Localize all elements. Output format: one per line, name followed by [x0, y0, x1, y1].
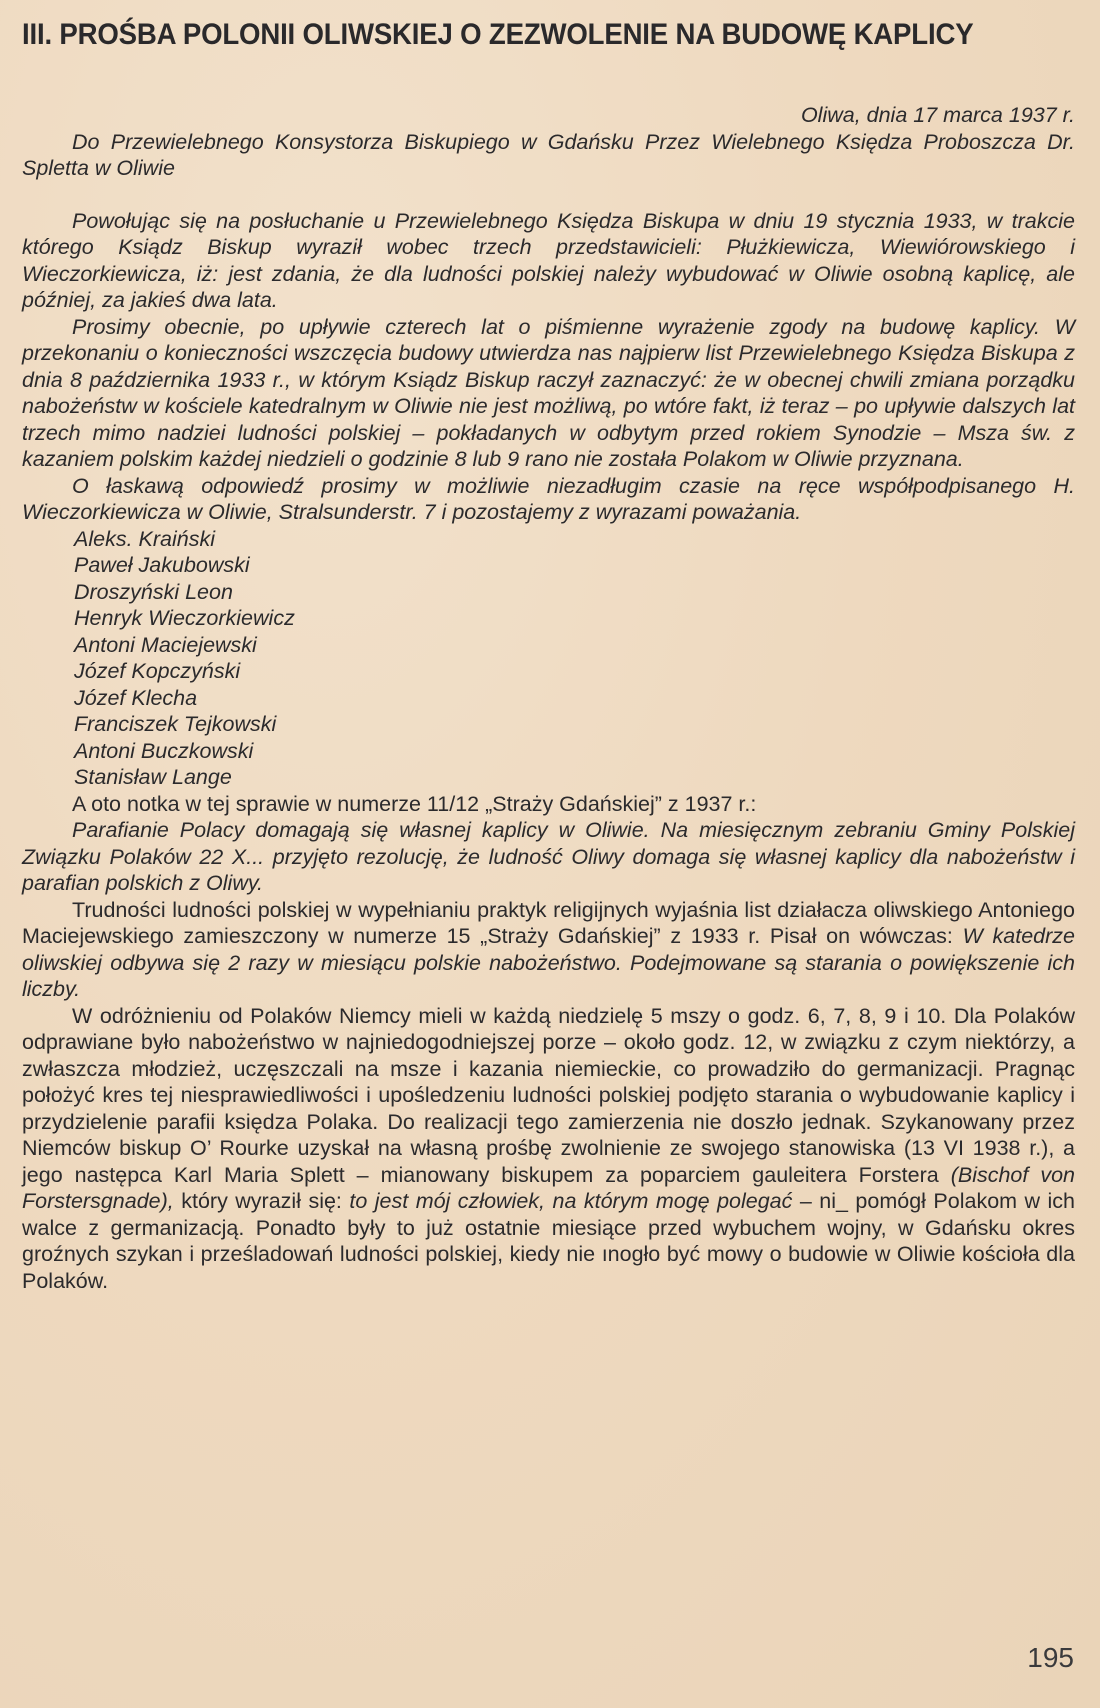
signatory: Stanisław Lange — [74, 765, 232, 789]
letter-date: Oliwa, dnia 17 marca 1937 r. — [800, 103, 1075, 127]
body-text: W odróżnieniu od Polaków Niemcy mieli w każdą niedzielę 5 mszy o godz. 6, 7, 8, 9 i 10. Dla Polaków odprawiane było nabożeństwo w najniedogodniejszej porze – około godz. 12, w związku z czym niektórzy, a zwłaszcza młodzież, uczęszczali na msze i kazania niemieckie, co prowadziło do germanizacji. Pragnąc położyć kres tej niesprawiedliwości i upośledzeniu ludności polskiej podjęto starania o wybudowanie kaplicy i przydzielenie parafii księdza Polaka. Do realizacji tego zamierzenia nie doszło jednak. Szykanowany przez Niemców biskup O’ Rourke uzyskał na własną prośbę zwolnienie ze swojego stanowiska (13 VI 1938 r.), a jego następca Karl Maria Splett – mianowany biskupem za poparciem gauleitera Forstera — [22, 1003, 1075, 1187]
signatory: Franciszek Tejkowski — [74, 712, 277, 736]
letter-paragraph: Powołując się na posłuchanie u Przewielebnego Księdza Biskupa w dniu 19 stycznia 1933, w trakcie którego Ksiądz Biskup wyraził wobec trzech przedstawicieli: Płużkiewicza, Wiewiórowskiego i Wieczorkiewicza, iż: jest zdania, że dla ludności polskiej należy wybudować w Oliwie osobną kaplicę, ale później, za jakieś dwa lata. — [22, 208, 1075, 312]
signatory: Droszyński Leon — [74, 579, 233, 604]
body-text: Trudności ludności polskiej w wypełnianiu praktyk religijnych wyjaśnia list działacza oliwskiego Antoniego Maciejewskiego zamieszczony w numerze 15 „Straży Gdańskiej” z 1933 r. Pisał on wówczas: — [22, 897, 1075, 948]
body-text: – ni_ pomógł Polakom w ich walce z germanizacją. Ponadto były to już ostatnie miesiące przed wybuchem wojny, w Gdańsku okres groźnych szykan i prześladowań ludności polskiej, kiedy nie ınogło być mowy o budowie w Oliwie kościoła dla Polaków. — [22, 1189, 1075, 1293]
signatory: Józef Kopczyński — [74, 659, 241, 683]
body-quote: to jest mój człowiek, na którym mogę polegać — [349, 1189, 793, 1213]
signatory: Henryk Wieczorkiewicz — [74, 606, 295, 630]
page-number: 195 — [1027, 1642, 1074, 1673]
signatory: Paweł Jakubowski — [74, 553, 250, 577]
body-paragraph — [22, 897, 1075, 1003]
letter-paragraph: Prosimy obecnie, po upływie czterech lat o piśmienne wyrażenie zgody na budowę kaplicy. W przekonaniu o konieczności wszczęcia budowy utwierdza nas najpierw list Przewielebnego Księdza Biskupa z dnia 8 października 1933 r., w którym Ksiądz Biskup raczył zaznaczyć: że w obecnej chwili zmiana porządku nabożeństw w kościele katedralnym w Oliwie nie jest możliwą, po wtóre fakt, iż teraz – po upływie dalszych lat trzech mimo nadziei ludności polskiej – pokładanych w odbytym przed rokiem Synodzie – Msza św. z kazaniem polskim każdej niedzieli o godzinie 8 lub 9 rano nie została Polakom w Oliwie przyznana. — [22, 314, 1075, 471]
body-paragraph — [22, 1003, 1075, 1295]
signatory: Aleks. Kraiński — [74, 526, 215, 551]
signatory: Józef Klecha — [74, 685, 198, 710]
signatory-list — [22, 526, 1075, 791]
letter-address: Do Przewielebnego Konsystorza Biskupiego w Gdańsku Przez Wielebnego Księdza Proboszcza Dr. Spletta w Oliwie — [22, 129, 1075, 180]
signatory: Antoni Maciejewski — [74, 632, 257, 657]
letter-paragraph: O łaskawą odpowiedź prosimy w możliwie niezadługim czasie na ręce współpodpisanego H. Wieczorkiewicza w Oliwie, Stralsunderstr. 7 i pozostajemy z wyrazami poważania. — [22, 473, 1075, 524]
body-quote: (Bischof von Forstersgnade), — [22, 1162, 1075, 1213]
signatory: Antoni Buczkowski — [74, 738, 254, 763]
note-quote: Parafianie Polacy domagają się własnej kaplicy w Oliwie. Na miesięcznym zebraniu Gminy Polskiej Związku Polaków 22 X... przyjęto rezolucję, że ludność Oliwy domaga się własnej kaplicy dla nabożeństw i parafian polskich z Oliwy. — [22, 818, 1075, 895]
body-quote: W katedrze oliwskiej odbywa się 2 razy w miesiącu polskie nabożeństwo. Podejmowane są starania o powiększenie ich liczby. — [22, 924, 1075, 1001]
body-text: który wyraził się: — [173, 1189, 350, 1213]
document-page — [22, 18, 1075, 1294]
section-title: III. PROŚBA POLONII OLIWSKIEJ O ZEZWOLENIE NA BUDOWĘ KAPLICY — [22, 18, 974, 51]
note-intro: A oto notka w tej sprawie w numerze 11/12 „Straży Gdańskiej” z 1937 r.: — [72, 791, 757, 816]
